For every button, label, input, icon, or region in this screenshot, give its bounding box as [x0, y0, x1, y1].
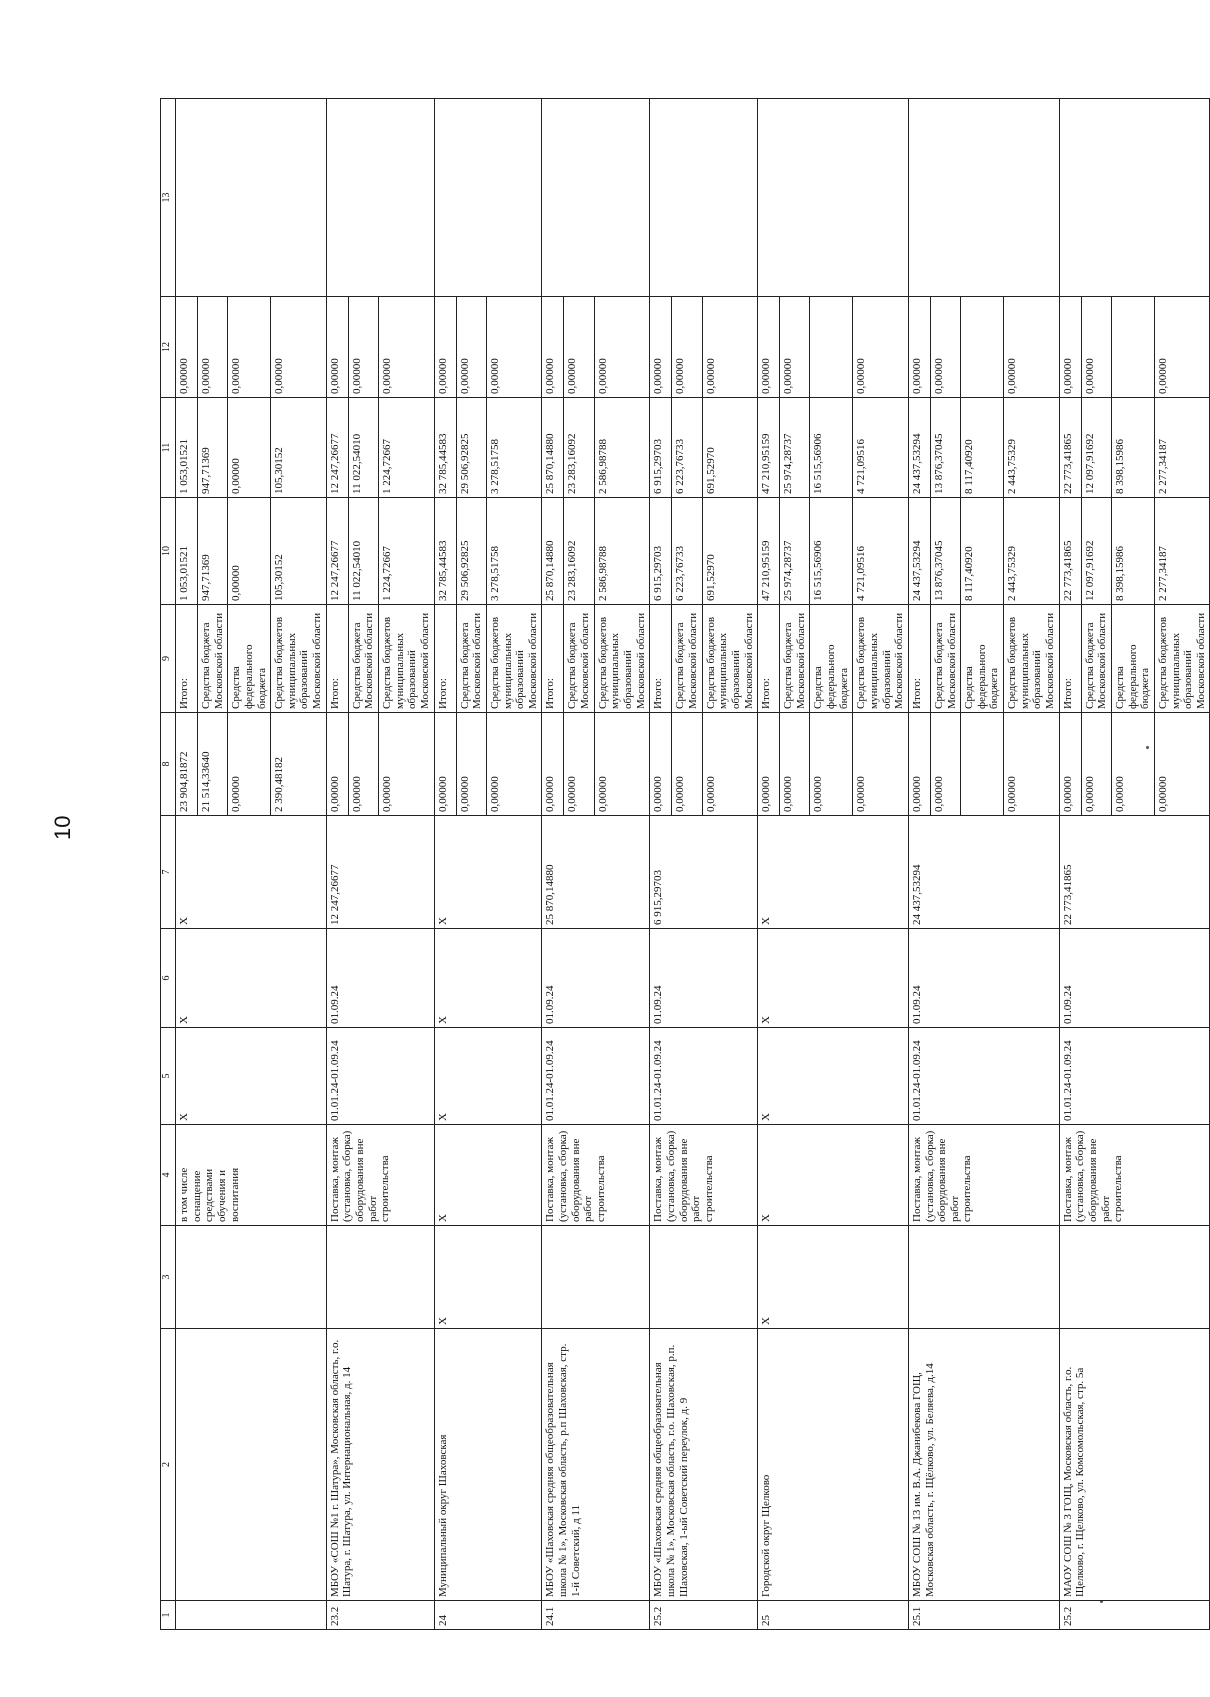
col3-cell — [326, 1226, 434, 1329]
amount-cell: 47 210,95159 — [758, 398, 780, 498]
funding-source-cell: Итого: — [908, 605, 930, 713]
column-header: 13 — [161, 99, 176, 297]
col3-cell — [176, 1226, 327, 1329]
cost-cell: X — [434, 816, 542, 929]
amount-cell: 0,00000 — [650, 297, 672, 398]
date-cell: 01.09.24 — [1059, 929, 1210, 1028]
amount-cell: 13 876,37045 — [930, 398, 960, 498]
period-cell: 01.01.24-01.09.24 — [1059, 1028, 1210, 1125]
amount-cell — [961, 713, 1004, 816]
amount-cell: 947,71369 — [198, 398, 228, 498]
amount-cell: 0,00000 — [348, 713, 378, 816]
amount-cell: 8 117,40920 — [961, 398, 1004, 498]
amount-cell: 1 224,72667 — [379, 398, 435, 498]
page-number: 10 — [50, 815, 75, 840]
amount-cell: 6 915,29703 — [650, 398, 672, 498]
funding-source-cell: Средства бюджета Московской области — [456, 605, 486, 713]
work-type-cell: X — [434, 1125, 542, 1226]
funding-source-cell: Средства федерального бюджета — [810, 605, 853, 713]
funding-source-cell: Средства бюджета Московской области — [672, 605, 702, 713]
amount-cell: 0,00000 — [1059, 713, 1081, 816]
amount-cell: 105,30152 — [271, 498, 327, 605]
period-cell: X — [758, 1028, 909, 1125]
amount-cell: 0,00000 — [434, 297, 456, 398]
table-row — [326, 99, 348, 1630]
table-row — [542, 99, 564, 1630]
col13-cell — [434, 99, 542, 297]
col3-cell — [650, 1226, 758, 1329]
funding-source-cell: Средства бюджета Московской области — [564, 605, 594, 713]
header-row — [161, 99, 176, 1630]
period-cell: 01.01.24-01.09.24 — [650, 1028, 758, 1125]
funding-source-cell: Средства бюджетов муниципальных образований Московской области — [486, 605, 542, 713]
work-type-cell: Поставка, монтаж (установка, сборка) оборудования вне работ строительства — [1059, 1125, 1210, 1226]
amount-cell: 8 117,40920 — [961, 498, 1004, 605]
date-cell: X — [434, 929, 542, 1028]
column-header: 9 — [161, 605, 176, 713]
amount-cell: 8 398,15986 — [1111, 498, 1154, 605]
object-name-cell — [176, 1329, 327, 1601]
table-row — [650, 99, 672, 1630]
amount-cell: 0,00000 — [198, 297, 228, 398]
amount-cell — [961, 297, 1004, 398]
column-header: 6 — [161, 929, 176, 1028]
funding-source-cell: Итого: — [326, 605, 348, 713]
amount-cell: 2 443,75329 — [1004, 398, 1060, 498]
amount-cell — [1111, 297, 1154, 398]
period-cell: X — [434, 1028, 542, 1125]
funding-source-cell: Средства бюджетов муниципальных образований Московской области — [1154, 605, 1210, 713]
amount-cell: 0,00000 — [456, 713, 486, 816]
amount-cell: 47 210,95159 — [758, 498, 780, 605]
col3-cell — [908, 1226, 1059, 1329]
column-header: 2 — [161, 1329, 176, 1601]
amount-cell: 3 278,51758 — [486, 498, 542, 605]
object-name-cell: МБОУ «Шаховская средняя общеобразовательная школа № 1», Московская область, г.о. Шаховская, р.п. Шаховская, 1-ый Советский переулок, д. 9 — [650, 1329, 758, 1601]
column-header: 4 — [161, 1125, 176, 1226]
cost-cell: 6 915,29703 — [650, 816, 758, 929]
amount-cell: 22 773,41865 — [1059, 498, 1081, 605]
amount-cell: 6 223,76733 — [672, 398, 702, 498]
work-type-cell: Поставка, монтаж (установка, сборка) оборудования вне работ строительства — [908, 1125, 1059, 1226]
amount-cell: 947,71369 — [198, 498, 228, 605]
date-cell: 01.09.24 — [650, 929, 758, 1028]
column-header: 10 — [161, 498, 176, 605]
amount-cell: 0,00000 — [908, 713, 930, 816]
funding-source-cell: Средства бюджетов муниципальных образований Московской области — [702, 605, 758, 713]
cost-cell: 24 437,53294 — [908, 816, 1059, 929]
period-cell: 01.01.24-01.09.24 — [326, 1028, 434, 1125]
funding-source-cell: Итого: — [176, 605, 198, 713]
amount-cell: 23 283,16092 — [564, 498, 594, 605]
col13-cell — [908, 99, 1059, 297]
object-name-cell: МБОУ «Шаховская средняя общеобразовательная школа № 1», Московская область, р.п Шаховская, стр. 1-й Советский, д 11 — [542, 1329, 650, 1601]
row-number-cell: 25.1 — [908, 1601, 1059, 1630]
amount-cell: 0,00000 — [758, 713, 780, 816]
object-name-cell: МАОУ СОШ № 3 ГОЩ, Московская область, г.о. Щелково, г. Щелково, ул. Комсомольская, стр. 5а — [1059, 1329, 1210, 1601]
amount-cell: 11 022,54010 — [348, 498, 378, 605]
date-cell: 01.09.24 — [326, 929, 434, 1028]
date-cell: X — [758, 929, 909, 1028]
object-name-cell: Городской округ Щелково — [758, 1329, 909, 1601]
amount-cell: 0,00000 — [1154, 713, 1210, 816]
row-number-cell: 25.2 — [650, 1601, 758, 1630]
amount-cell: 0,00000 — [908, 297, 930, 398]
amount-cell: 12 247,26677 — [326, 498, 348, 605]
amount-cell: 32 785,44583 — [434, 498, 456, 605]
funding-source-cell: Средства бюджетов муниципальных образований Московской области — [594, 605, 650, 713]
funding-source-cell: Итого: — [434, 605, 456, 713]
funding-source-cell: Средства бюджетов муниципальных образований Московской области — [271, 605, 327, 713]
work-type-cell: Поставка, монтаж (установка, сборка) оборудования вне работ строительства — [326, 1125, 434, 1226]
amount-cell: 105,30152 — [271, 398, 327, 498]
amount-cell: 0,00000 — [672, 713, 702, 816]
amount-cell: 25 974,28737 — [780, 498, 810, 605]
amount-cell: 0,00000 — [564, 297, 594, 398]
amount-cell: 0,00000 — [542, 713, 564, 816]
amount-cell: 0,00000 — [434, 713, 456, 816]
cost-cell: X — [176, 816, 327, 929]
amount-cell: 1 053,01521 — [176, 398, 198, 498]
amount-cell: 0,00000 — [1081, 713, 1111, 816]
row-number-cell: 24.1 — [542, 1601, 650, 1630]
column-header: 8 — [161, 713, 176, 816]
row-number-cell: 25.2 — [1059, 1601, 1210, 1630]
funding-source-cell: Итого: — [758, 605, 780, 713]
amount-cell: 0,00000 — [1081, 297, 1111, 398]
funding-source-cell: Средства бюджета Московской области — [1081, 605, 1111, 713]
amount-cell: 0,00000 — [594, 297, 650, 398]
amount-cell: 16 515,56906 — [810, 398, 853, 498]
amount-cell: 0,00000 — [1111, 713, 1154, 816]
row-number-cell: 24 — [434, 1601, 542, 1630]
col13-cell — [1059, 99, 1210, 297]
table-body — [176, 99, 1210, 1630]
amount-cell: 8 398,15986 — [1111, 398, 1154, 498]
amount-cell: 0,00000 — [810, 713, 853, 816]
amount-cell: 0,00000 — [853, 713, 909, 816]
object-name-cell: Муниципальный округ Шаховская — [434, 1329, 542, 1601]
amount-cell: 0,00000 — [326, 713, 348, 816]
amount-cell: 23 904,81872 — [176, 713, 198, 816]
work-type-cell: Поставка, монтаж (установка, сборка) оборудования вне работ строительства — [650, 1125, 758, 1226]
cost-cell: 25 870,14880 — [542, 816, 650, 929]
amount-cell: 24 437,53294 — [908, 398, 930, 498]
work-type-cell: Поставка, монтаж (установка, сборка) оборудования вне работ строительства — [542, 1125, 650, 1226]
amount-cell: 0,00000 — [271, 297, 327, 398]
date-cell: 01.09.24 — [542, 929, 650, 1028]
amount-cell: 0,00000 — [758, 297, 780, 398]
amount-cell: 0,00000 — [702, 297, 758, 398]
amount-cell: 4 721,09516 — [853, 498, 909, 605]
amount-cell: 13 876,37045 — [930, 498, 960, 605]
amount-cell: 0,00000 — [1004, 713, 1060, 816]
rotated-table-container — [160, 99, 1207, 1630]
amount-cell: 12 247,26677 — [326, 398, 348, 498]
amount-cell: 0,00000 — [456, 297, 486, 398]
amount-cell: 0,00000 — [379, 297, 435, 398]
amount-cell: 2 277,34187 — [1154, 398, 1210, 498]
col13-cell — [542, 99, 650, 297]
col13-cell — [758, 99, 909, 297]
table-row — [758, 99, 780, 1630]
row-number-cell — [176, 1601, 327, 1630]
funding-source-cell: Средства федерального бюджета — [1111, 605, 1154, 713]
amount-cell: 2 586,98788 — [594, 498, 650, 605]
amount-cell: 22 773,41865 — [1059, 398, 1081, 498]
cost-cell: 12 247,26677 — [326, 816, 434, 929]
amount-cell: 0,00000 — [1154, 297, 1210, 398]
funding-source-cell: Средства федерального бюджета — [961, 605, 1004, 713]
funding-source-cell: Средства бюджета Московской области — [198, 605, 228, 713]
amount-cell: 16 515,56906 — [810, 498, 853, 605]
column-header: 7 — [161, 816, 176, 929]
work-type-cell: в том числе оснащение средствами обучения и воспитания — [176, 1125, 327, 1226]
amount-cell: 2 443,75329 — [1004, 498, 1060, 605]
amount-cell: 0,00000 — [542, 297, 564, 398]
amount-cell: 0,00000 — [176, 297, 198, 398]
amount-cell: 0,00000 — [780, 713, 810, 816]
funding-source-cell: Средства федерального бюджета — [228, 605, 271, 713]
funding-source-cell: Итого: — [1059, 605, 1081, 713]
amount-cell: 0,00000 — [228, 297, 271, 398]
col3-cell — [1059, 1226, 1210, 1329]
amount-cell: 0,00000 — [930, 713, 960, 816]
amount-cell: 0,00000 — [1059, 297, 1081, 398]
table-row — [1059, 99, 1081, 1630]
amount-cell: 25 870,14880 — [542, 498, 564, 605]
amount-cell: 0,00000 — [228, 713, 271, 816]
funding-source-cell: Средства бюджета Московской области — [930, 605, 960, 713]
funding-source-cell: Средства бюджета Московской области — [780, 605, 810, 713]
period-cell: 01.01.24-01.09.24 — [908, 1028, 1059, 1125]
amount-cell: 1 053,01521 — [176, 498, 198, 605]
amount-cell: 32 785,44583 — [434, 398, 456, 498]
cost-cell: X — [758, 816, 909, 929]
amount-cell: 0,00000 — [486, 297, 542, 398]
funding-source-cell: Средства бюджета Московской области — [348, 605, 378, 713]
amount-cell: 0,00000 — [1004, 297, 1060, 398]
amount-cell: 0,00000 — [853, 297, 909, 398]
row-number-cell: 23.2 — [326, 1601, 434, 1630]
funding-source-cell: Итого: — [650, 605, 672, 713]
amount-cell: 691,52970 — [702, 498, 758, 605]
amount-cell: 2 586,98788 — [594, 398, 650, 498]
amount-cell: 0,00000 — [650, 713, 672, 816]
col3-cell: X — [758, 1226, 909, 1329]
amount-cell: 24 437,53294 — [908, 498, 930, 605]
amount-cell: 2 277,34187 — [1154, 498, 1210, 605]
amount-cell: 0,00000 — [228, 398, 271, 498]
amount-cell: 0,00000 — [594, 713, 650, 816]
col13-cell — [176, 99, 327, 297]
amount-cell: 0,00000 — [564, 713, 594, 816]
funding-source-cell: Средства бюджетов муниципальных образований Московской области — [853, 605, 909, 713]
funding-source-cell: Итого: — [542, 605, 564, 713]
table-row — [176, 99, 198, 1630]
amount-cell: 29 506,92825 — [456, 498, 486, 605]
col13-cell — [650, 99, 758, 297]
work-type-cell: X — [758, 1125, 909, 1226]
amount-cell: 1 224,72667 — [379, 498, 435, 605]
col3-cell — [542, 1226, 650, 1329]
date-cell: X — [176, 929, 327, 1028]
column-header: 12 — [161, 297, 176, 398]
amount-cell: 0,00000 — [348, 297, 378, 398]
amount-cell: 6 223,76733 — [672, 498, 702, 605]
funding-source-cell: Средства бюджетов муниципальных образований Московской области — [379, 605, 435, 713]
amount-cell: 25 974,28737 — [780, 398, 810, 498]
amount-cell: 691,52970 — [702, 398, 758, 498]
amount-cell: 0,00000 — [780, 297, 810, 398]
row-number-cell: 25 — [758, 1601, 909, 1630]
amount-cell: 12 097,91692 — [1081, 398, 1111, 498]
amount-cell: 29 506,92825 — [456, 398, 486, 498]
object-name-cell: МБОУ «СОШ №1 г. Шатура», Московская область, г.о. Шатура, г. Шатура, ул. Интернациональная, д. 14 — [326, 1329, 434, 1601]
financing-table — [160, 98, 1210, 1630]
amount-cell: 23 283,16092 — [564, 398, 594, 498]
amount-cell: 0,00000 — [702, 713, 758, 816]
amount-cell: 25 870,14880 — [542, 398, 564, 498]
amount-cell: 11 022,54010 — [348, 398, 378, 498]
amount-cell: 0,00000 — [486, 713, 542, 816]
column-header: 11 — [161, 398, 176, 498]
amount-cell: 0,00000 — [326, 297, 348, 398]
amount-cell: 2 390,48182 — [271, 713, 327, 816]
amount-cell: 0,00000 — [672, 297, 702, 398]
amount-cell: 4 721,09516 — [853, 398, 909, 498]
amount-cell: 6 915,29703 — [650, 498, 672, 605]
object-name-cell: МБОУ СОШ № 13 им. В.А. Джанибекова ГОЩ, Московская область, г. Щёлково, ул. Беляева, д.14 — [908, 1329, 1059, 1601]
date-cell: 01.09.24 — [908, 929, 1059, 1028]
column-header: 1 — [161, 1601, 176, 1630]
amount-cell: 21 514,33640 — [198, 713, 228, 816]
table-row — [434, 99, 456, 1630]
amount-cell: 3 278,51758 — [486, 398, 542, 498]
amount-cell: 12 097,91692 — [1081, 498, 1111, 605]
period-cell: 01.01.24-01.09.24 — [542, 1028, 650, 1125]
column-header: 3 — [161, 1226, 176, 1329]
period-cell: X — [176, 1028, 327, 1125]
amount-cell: 0,00000 — [379, 713, 435, 816]
col13-cell — [326, 99, 434, 297]
column-header: 5 — [161, 1028, 176, 1125]
funding-source-cell: Средства бюджетов муниципальных образований Московской области — [1004, 605, 1060, 713]
amount-cell: 0,00000 — [930, 297, 960, 398]
cost-cell: 22 773,41865 — [1059, 816, 1210, 929]
amount-cell — [810, 297, 853, 398]
col3-cell: X — [434, 1226, 542, 1329]
table-row — [908, 99, 930, 1630]
amount-cell: 0,00000 — [228, 498, 271, 605]
